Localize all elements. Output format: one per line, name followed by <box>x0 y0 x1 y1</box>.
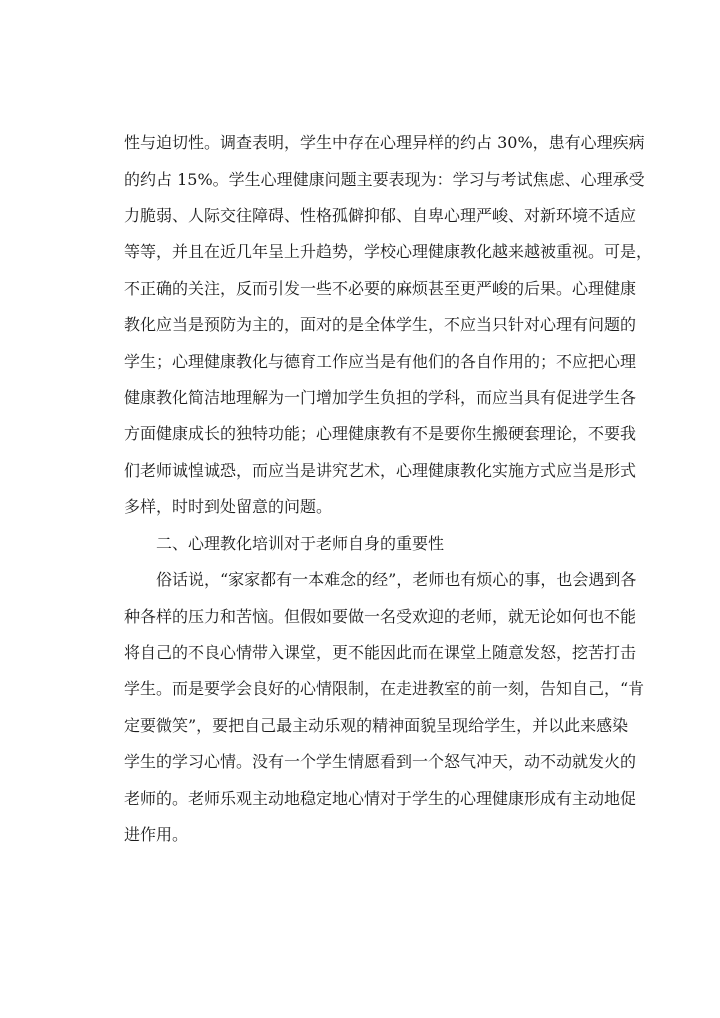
paragraph-line: 方面健康成长的独特功能；心理健康教有不是要你生搬硬套理论，不要我 <box>124 424 637 443</box>
paragraph-line: 学生；心理健康教化与德育工作应当是有他们的各自作用的；不应把心理 <box>124 352 637 371</box>
paragraph-line: 老师的。老师乐观主动地稳定地心情对于学生的心理健康形成有主动地促 <box>124 789 637 808</box>
paragraph-line: 们老师诚惶诚恐，而应当是讲究艺术，心理健康教化实施方式应当是形式 <box>124 461 637 480</box>
paragraph-line: 不正确的关注，反而引发一些不必要的麻烦甚至更严峻的后果。心理健康 <box>124 279 637 298</box>
paragraph-line: 学生的学习心情。没有一个学生情愿看到一个怒气冲天，动不动就发火的 <box>124 752 637 771</box>
paragraph-line: 定要微笑”，要把自己最主动乐观的精神面貌呈现给学生，并以此来感染 <box>124 716 629 735</box>
paragraph-line: 进作用。 <box>124 825 189 844</box>
paragraph-line: 性与迫切性。调查表明，学生中存在心理异样的约占 30%，患有心理疾病 <box>124 133 645 152</box>
paragraph-line: 健康教化简洁地理解为一门增加学生负担的学科，而应当具有促进学生各 <box>124 388 637 407</box>
paragraph-line: 教化应当是预防为主的，面对的是全体学生，不应当只针对心理有问题的 <box>124 315 637 334</box>
paragraph-line: 多样，时时到处留意的问题。 <box>124 497 333 516</box>
paragraph-line: 学生。而是要学会良好的心情限制，在走进教室的前一刻，告知自己，“肯 <box>124 679 645 698</box>
paragraph-line: 等等，并且在近几年呈上升趋势，学校心理健康教化越来越被重视。可是， <box>124 242 653 261</box>
paragraph-line: 俗话说，“家家都有一本难念的经”，老师也有烦心的事，也会遇到各 <box>156 570 637 589</box>
paragraph-line: 力脆弱、人际交往障碍、性格孤僻抑郁、自卑心理严峻、对新环境不适应 <box>124 206 637 225</box>
paragraph-line: 的约占 15%。学生心理健康问题主要表现为：学习与考试焦虑、心理承受 <box>124 170 645 189</box>
paragraph-line: 将自己的不良心情带入课堂，更不能因此而在课堂上随意发怒，挖苦打击 <box>124 643 637 662</box>
paragraph-line: 种各样的压力和苦恼。但假如要做一名受欢迎的老师，就无论如何也不能 <box>124 607 637 626</box>
section-heading: 二、心理教化培训对于老师自身的重要性 <box>156 534 445 553</box>
